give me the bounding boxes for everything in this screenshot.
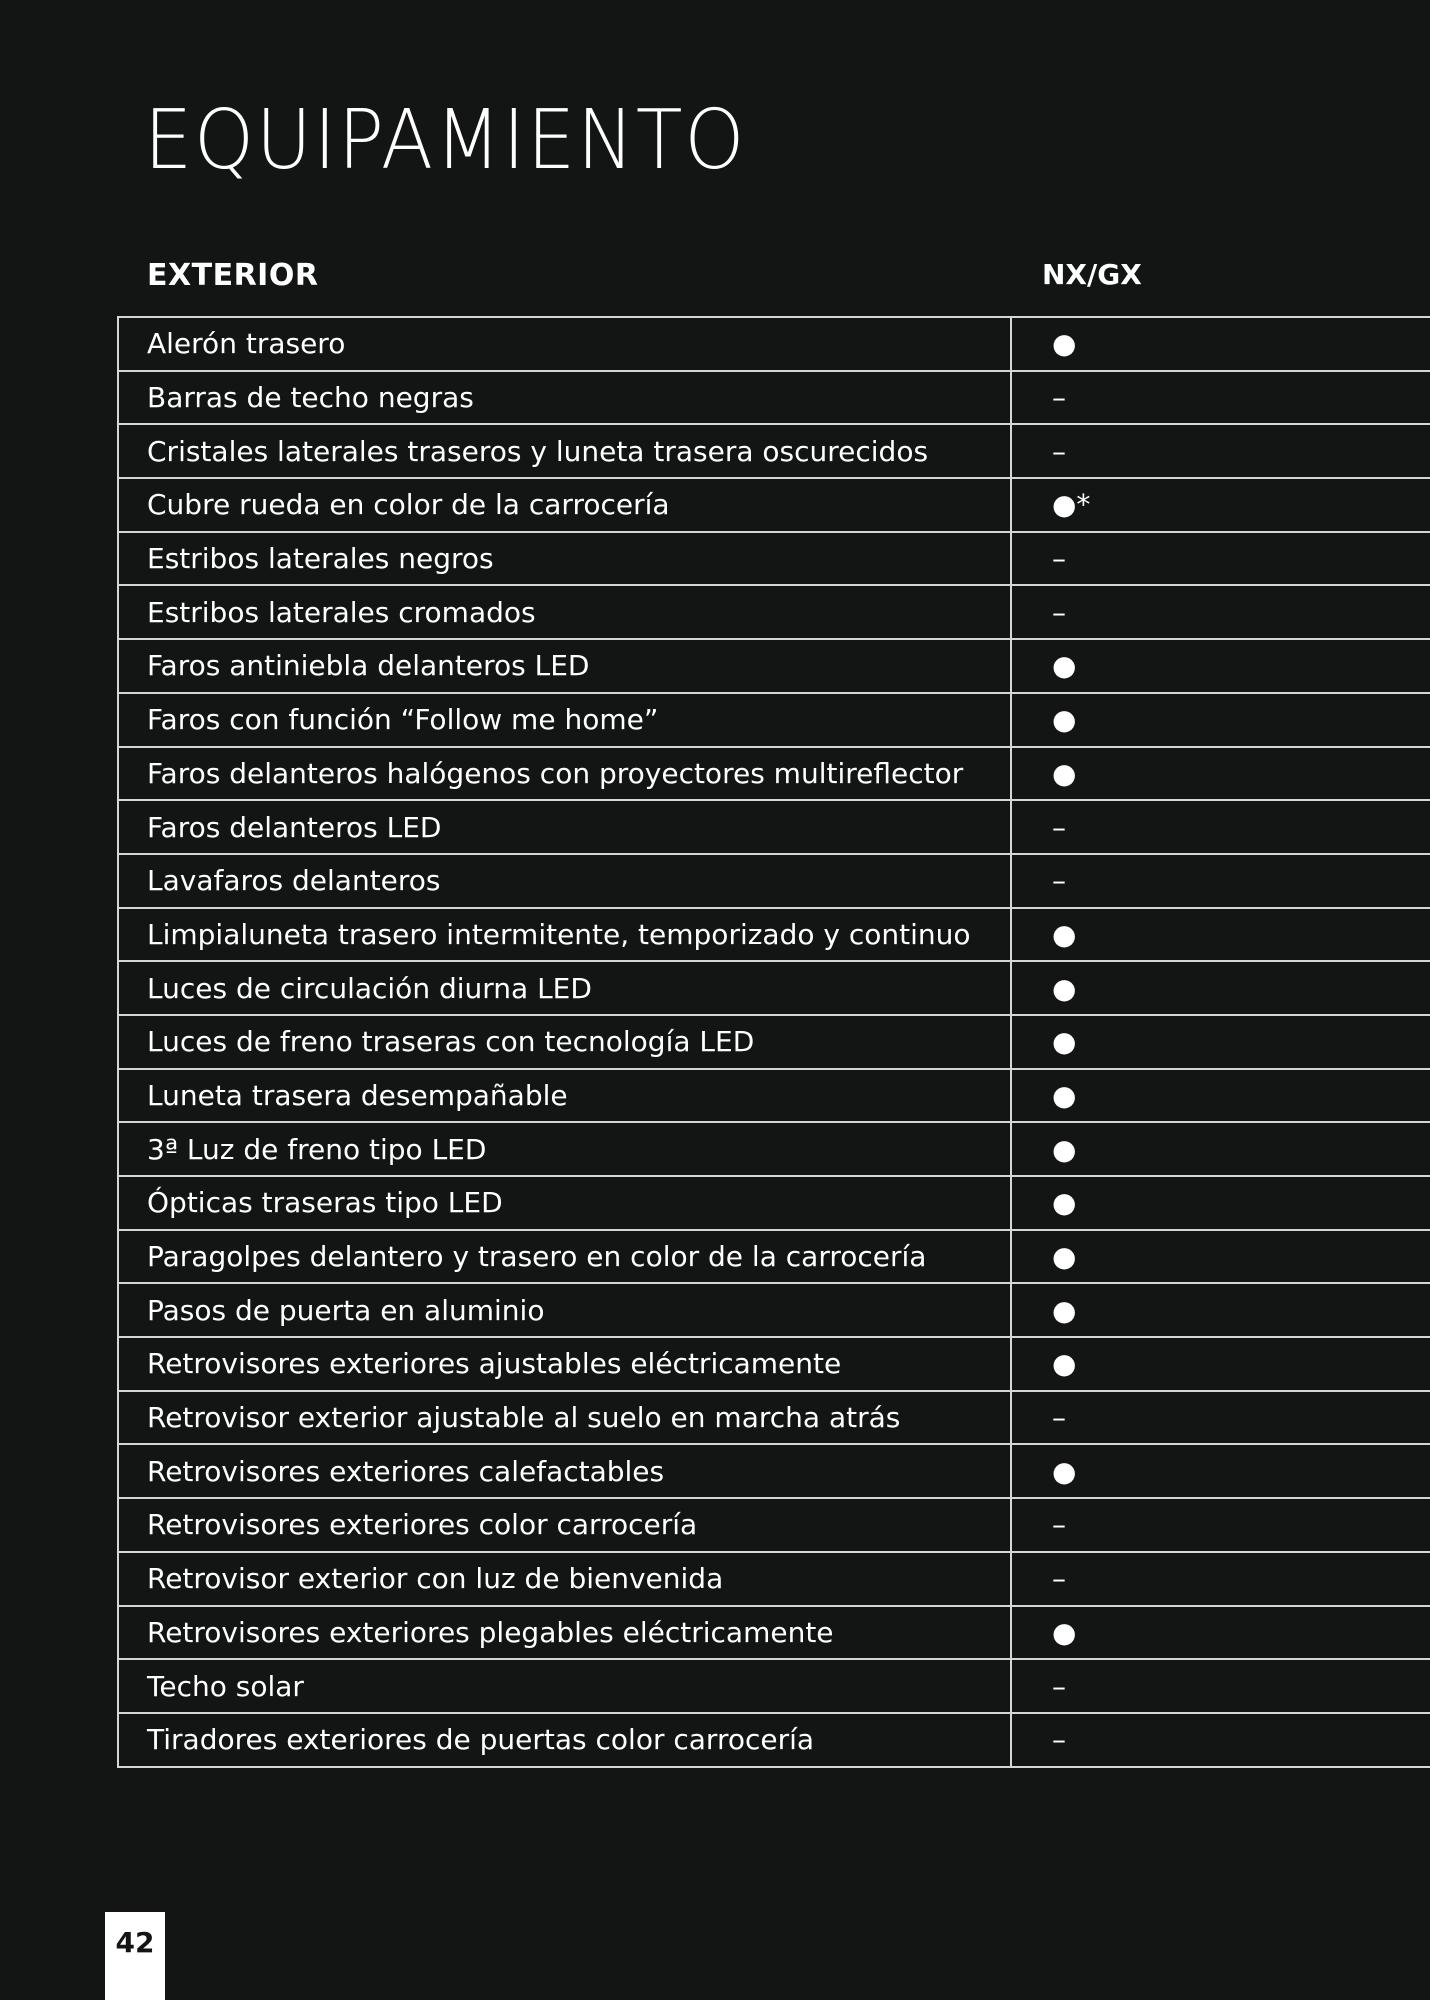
availability-cell: ● xyxy=(1052,1347,1077,1381)
table-row xyxy=(119,1553,1430,1607)
availability-cell: ● xyxy=(1052,649,1077,683)
availability-cell: – xyxy=(1052,595,1066,629)
availability-cell: ● xyxy=(1052,327,1077,361)
table-header xyxy=(147,258,1430,300)
feature-cell: Barras de techo negras xyxy=(119,372,1012,424)
table-row xyxy=(119,909,1430,963)
feature-cell: 3ª Luz de freno tipo LED xyxy=(119,1123,1012,1175)
table-row xyxy=(119,962,1430,1016)
feature-cell: Luces de circulación diurna LED xyxy=(119,962,1012,1014)
feature-cell: Luces de freno traseras con tecnología LED xyxy=(119,1016,1012,1068)
availability-cell: – xyxy=(1052,864,1066,898)
table-row xyxy=(119,1177,1430,1231)
availability-cell: ●* xyxy=(1052,488,1091,522)
feature-cell: Estribos laterales negros xyxy=(119,533,1012,585)
feature-cell: Retrovisor exterior ajustable al suelo en marcha atrás xyxy=(119,1392,1012,1444)
column-header-exterior: EXTERIOR xyxy=(147,258,319,293)
table-row xyxy=(119,425,1430,479)
table-row xyxy=(119,586,1430,640)
availability-cell: – xyxy=(1052,542,1066,576)
table-row xyxy=(119,1338,1430,1392)
table-row xyxy=(119,533,1430,587)
feature-cell: Pasos de puerta en aluminio xyxy=(119,1284,1012,1336)
feature-cell: Retrovisores exteriores ajustables eléctricamente xyxy=(119,1338,1012,1390)
availability-cell: – xyxy=(1052,1669,1066,1703)
feature-cell: Paragolpes delantero y trasero en color de la carrocería xyxy=(119,1231,1012,1283)
feature-cell: Cubre rueda en color de la carrocería xyxy=(119,479,1012,531)
feature-cell: Cristales laterales traseros y luneta trasera oscurecidos xyxy=(119,425,1012,477)
table-row xyxy=(119,1607,1430,1661)
feature-cell: Retrovisores exteriores calefactables xyxy=(119,1445,1012,1497)
availability-cell: ● xyxy=(1052,917,1077,951)
table-row xyxy=(119,1070,1430,1124)
table-row xyxy=(119,855,1430,909)
table-row xyxy=(119,801,1430,855)
feature-cell: Faros delanteros LED xyxy=(119,801,1012,853)
availability-cell: – xyxy=(1052,1723,1066,1757)
feature-cell: Faros antiniebla delanteros LED xyxy=(119,640,1012,692)
availability-cell: ● xyxy=(1052,1078,1077,1112)
availability-cell: ● xyxy=(1052,703,1077,737)
feature-cell: Techo solar xyxy=(119,1660,1012,1712)
feature-cell: Tiradores exteriores de puertas color carrocería xyxy=(119,1714,1012,1766)
availability-cell: – xyxy=(1052,810,1066,844)
table-row xyxy=(119,640,1430,694)
feature-cell: Retrovisores exteriores plegables eléctricamente xyxy=(119,1607,1012,1659)
page-number: 42 xyxy=(105,1912,165,2000)
column-header-model: NX/GX xyxy=(1042,258,1142,291)
table-row xyxy=(119,1231,1430,1285)
feature-cell: Faros delanteros halógenos con proyectores multireflector xyxy=(119,748,1012,800)
feature-cell: Retrovisores exteriores color carrocería xyxy=(119,1499,1012,1551)
availability-cell: – xyxy=(1052,1401,1066,1435)
table-row xyxy=(119,318,1430,372)
feature-cell: Lavafaros delanteros xyxy=(119,855,1012,907)
availability-cell: – xyxy=(1052,434,1066,468)
feature-cell: Luneta trasera desempañable xyxy=(119,1070,1012,1122)
feature-cell: Retrovisor exterior con luz de bienvenida xyxy=(119,1553,1012,1605)
table-row xyxy=(119,1392,1430,1446)
availability-cell: – xyxy=(1052,1562,1066,1596)
availability-cell: ● xyxy=(1052,1454,1077,1488)
feature-cell: Ópticas traseras tipo LED xyxy=(119,1177,1012,1229)
table-row xyxy=(119,1016,1430,1070)
table-row xyxy=(119,479,1430,533)
equipment-table xyxy=(117,316,1430,1768)
availability-cell: ● xyxy=(1052,1025,1077,1059)
table-row xyxy=(119,1445,1430,1499)
table-row xyxy=(119,1660,1430,1714)
availability-cell: – xyxy=(1052,1508,1066,1542)
feature-cell: Estribos laterales cromados xyxy=(119,586,1012,638)
table-row xyxy=(119,1284,1430,1338)
table-row xyxy=(119,1714,1430,1768)
availability-cell: ● xyxy=(1052,1132,1077,1166)
table-row xyxy=(119,1123,1430,1177)
feature-cell: Faros con función “Follow me home” xyxy=(119,694,1012,746)
page-title: EQUIPAMIENTO xyxy=(144,93,747,188)
availability-cell: ● xyxy=(1052,1615,1077,1649)
feature-cell: Limpialuneta trasero intermitente, temporizado y continuo xyxy=(119,909,1012,961)
feature-cell: Alerón trasero xyxy=(119,318,1012,370)
availability-cell: ● xyxy=(1052,1293,1077,1327)
table-row xyxy=(119,1499,1430,1553)
availability-cell: – xyxy=(1052,381,1066,415)
table-row xyxy=(119,694,1430,748)
availability-cell: ● xyxy=(1052,1240,1077,1274)
table-row xyxy=(119,372,1430,426)
availability-cell: ● xyxy=(1052,756,1077,790)
availability-cell: ● xyxy=(1052,1186,1077,1220)
availability-cell: ● xyxy=(1052,971,1077,1005)
table-row xyxy=(119,748,1430,802)
